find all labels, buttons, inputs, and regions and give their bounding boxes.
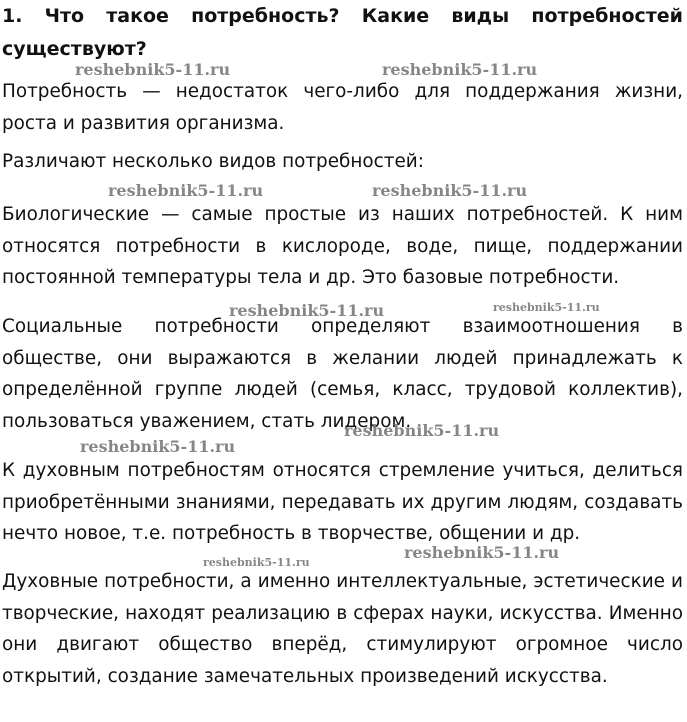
paragraph-spiritual-intro: К духовным потребностям относятся стремление учиться, делиться приобретёнными знаниями, передавать их другим людям, создавать нечто новое, т.е. потребность в творчестве, общении и др. xyxy=(2,460,683,544)
watermark: reshebnik5-11.ru xyxy=(382,60,538,79)
watermark: reshebnik5-11.ru xyxy=(75,60,231,79)
watermark: reshebnik5-11.ru xyxy=(80,437,236,456)
paragraph-definition: Потребность — недостаток чего-либо для поддержания жизни, роста и развития организма. xyxy=(2,81,683,134)
paragraph-spiritual: Духовные потребности, а именно интеллектуальные, эстетические и творческие, находят реализацию в сферах науки, искусства. Именно они двигают общество вперёд, стимулируют огромное число открытий, создание замечательных произведений искусства. xyxy=(2,571,683,687)
watermark: reshebnik5-11.ru xyxy=(404,543,560,562)
watermark: reshebnik5-11.ru xyxy=(372,181,528,200)
watermark: reshebnik5-11.ru xyxy=(229,301,385,320)
question-heading: 1. Что такое потребность? Какие виды потребностей существуют? xyxy=(2,5,683,60)
watermark: reshebnik5-11.ru xyxy=(203,556,310,569)
paragraph-biological: Биологические — самые простые из наших потребностей. К ним относятся потребности в кислороде, воде, пище, поддержании постоянной температуры тела и др. Это базовые потребности. xyxy=(2,204,683,288)
watermark: reshebnik5-11.ru xyxy=(344,421,500,440)
paragraph-types-intro: Различают несколько видов потребностей: xyxy=(2,151,424,172)
watermark: reshebnik5-11.ru xyxy=(108,181,264,200)
paragraph-social: Социальные потребности определяют взаимоотношения в обществе, они выражаются в желании людей принадлежать к определённой группе людей (семья, класс, трудовой коллектив), пользоваться уважением, стать лидером. xyxy=(2,316,683,432)
watermark: reshebnik5-11.ru xyxy=(493,301,600,314)
